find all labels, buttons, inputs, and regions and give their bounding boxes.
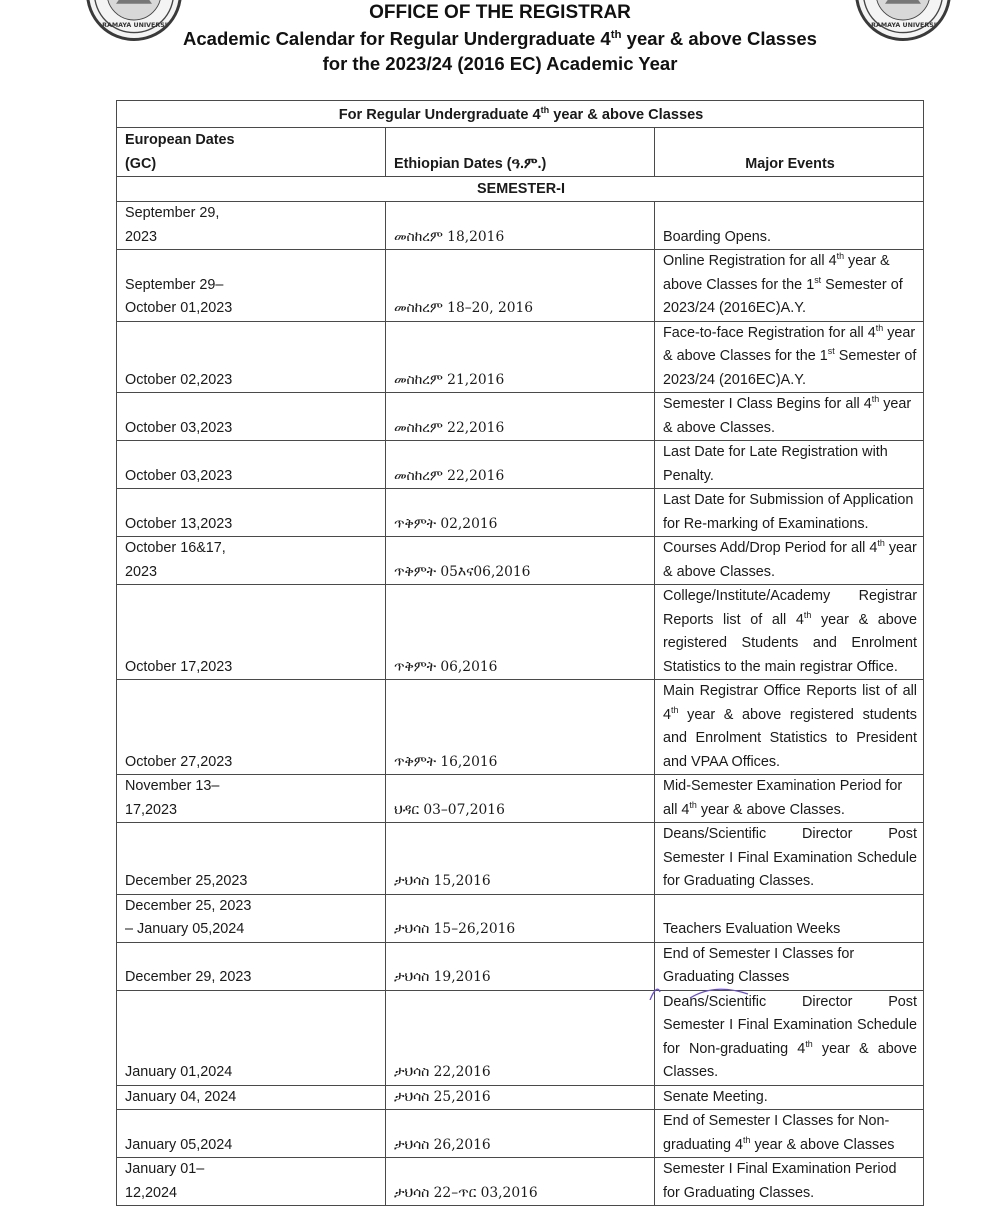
event-cell: Last Date for Late Registration with Penalty. [655,441,924,489]
gc-date-line2: 2023 [125,228,158,245]
column-header-gc-line1: European Dates [125,132,235,148]
ec-date-cell: መስከረም 22,2016 [386,393,655,441]
academic-year-title: for the 2023/24 (2016 EC) Academic Year [322,53,678,74]
gc-date-cell [117,823,386,895]
gc-date-cell [117,1085,386,1110]
gc-date-line2: December 29, 2023 [125,969,252,985]
gc-date-line1: November 13– [125,778,220,794]
table-row [117,894,924,942]
table-row [117,990,924,1085]
semester-label: SEMESTER-I [117,177,924,202]
table-row [117,585,924,680]
table-row [117,1085,924,1110]
ec-date-cell: ታህሳስ 15–26,2016 [386,894,655,942]
office-title: OFFICE OF THE REGISTRAR [369,2,631,23]
gc-date-line1: December 25, 2023 [125,897,252,914]
gc-date-cell [117,1110,386,1158]
seal-text-left: HARAMAYA UNIVERSITY [92,22,176,30]
ec-date-cell: መስከረም 21,2016 [386,321,655,393]
event-cell: Courses Add/Drop Period for all 4th year & above Classes. [655,537,924,585]
gc-date-line2: October 01,2023 [125,300,233,316]
ec-date-cell: ታህሳስ 19,2016 [386,942,655,990]
table-row [117,942,924,990]
seal-text-right: HARAMAYA UNIVERSITY [861,22,945,30]
gc-date-line1: January 01– [125,1161,205,1177]
ec-date-cell: ጥቅምት 06,2016 [386,585,655,680]
event-cell: Main Registrar Office Reports list of all 4th year & above registered students and Enrolment Statistics to President and VPAA Offices. [655,680,924,775]
event-cell: Semester I Final Examination Period for Graduating Classes. [655,1158,924,1206]
event-cell: Semester I Class Begins for all 4th year & above Classes. [655,393,924,441]
event-cell: Teachers Evaluation Weeks [655,894,924,942]
calendar-title-pre: Academic Calendar for Regular Undergraduate 4 [183,28,611,49]
gc-date-line2: 2023 [125,563,158,580]
gc-date-line2: January 05,2024 [125,1136,233,1153]
ec-date-cell: መስከረም 22,2016 [386,441,655,489]
table-title-row [117,101,924,128]
gc-date-line2: 12,2024 [125,1184,178,1201]
column-header-events: Major Events [655,128,924,177]
event-cell: Last Date for Submission of Application for Re-marking of Examinations. [655,489,924,537]
table-row [117,1158,924,1206]
gc-date-line2: October 13,2023 [125,515,233,532]
gc-date-cell [117,537,386,585]
event-cell: Deans/Scientific Director Post Semester I Final Examination Schedule for Non-graduating 4th year & above Classes. [655,990,924,1085]
ec-date-cell: ህዳር 03–07,2016 [386,775,655,823]
table-row [117,823,924,895]
gc-date-cell [117,321,386,393]
event-cell: End of Semester I Classes for Non-graduating 4th year & above Classes [655,1110,924,1158]
signature-mark [630,982,750,1000]
gc-date-cell [117,441,386,489]
gc-date-cell [117,393,386,441]
gc-date-cell [117,775,386,823]
table-row [117,1110,924,1158]
gc-date-line2: January 04, 2024 [125,1088,237,1105]
table-row [117,441,924,489]
ec-date-cell: ጥቅምት 05እና06,2016 [386,537,655,585]
ec-date-cell: ጥቅምት 02,2016 [386,489,655,537]
gc-date-cell [117,585,386,680]
table-row [117,680,924,775]
gc-date-line2: October 02,2023 [125,371,233,388]
table-row [117,321,924,393]
gc-date-line2: January 01,2024 [125,1064,233,1080]
event-cell: Boarding Opens. [655,202,924,250]
calendar-title-sup: th [610,28,622,41]
academic-calendar-table [116,100,924,1206]
column-header-gc [117,128,386,177]
event-cell: Mid-Semester Examination Period for all 4th year & above Classes. [655,775,924,823]
table-row [117,393,924,441]
table-row [117,537,924,585]
column-header-ec: Ethiopian Dates (ዓ.ም.) [386,128,655,177]
gc-date-line2: – January 05,2024 [125,921,245,937]
gc-date-cell [117,202,386,250]
semester-row [117,177,924,202]
gc-date-line2: 17,2023 [125,801,178,818]
ec-date-cell: ታህሳስ 22–ጥር 03,2016 [386,1158,655,1206]
event-cell: End of Semester I Classes for Graduating Classes [655,942,924,990]
table-title-sup: th [540,104,550,115]
ec-date-cell: መስከረም 18–20, 2016 [386,250,655,322]
table-row [117,775,924,823]
ec-date-cell: ጥቅምት 16,2016 [386,680,655,775]
gc-date-line2: October 03,2023 [125,419,233,436]
calendar-title-post: year & above Classes [621,28,817,49]
ec-date-cell: መስከረም 18,2016 [386,202,655,250]
event-cell: Online Registration for all 4th year & above Classes for the 1st Semester of 2023/24 (2016EC)A.Y. [655,250,924,322]
gc-date-line2: October 17,2023 [125,658,233,675]
event-cell: Face-to-face Registration for all 4th year & above Classes for the 1st Semester of 2023/24 (2016EC)A.Y. [655,321,924,393]
table-title-pre: For Regular Undergraduate 4 [338,106,541,123]
event-cell: Senate Meeting. [655,1085,924,1110]
gc-date-line2: October 03,2023 [125,467,233,484]
gc-date-cell [117,942,386,990]
gc-date-line2: October 27,2023 [125,753,233,770]
table-row [117,202,924,250]
table-header-row [117,128,924,177]
table-row [117,489,924,537]
ec-date-cell: ታህሳስ 25,2016 [386,1085,655,1110]
gc-date-line2: December 25,2023 [125,873,248,889]
table-row [117,250,924,322]
gc-date-cell [117,1158,386,1206]
gc-date-cell [117,894,386,942]
gc-date-line1: September 29, [125,205,220,221]
gc-date-cell [117,680,386,775]
calendar-title [0,28,1000,50]
ec-date-cell: ታህሳስ 22,2016 [386,990,655,1085]
table-title [117,101,924,128]
column-header-gc-line2: (GC) [125,155,157,172]
gc-date-cell [117,250,386,322]
gc-date-cell [117,990,386,1085]
gc-date-line1: September 29– [125,276,224,293]
ec-date-cell: ታህሳስ 26,2016 [386,1110,655,1158]
event-cell: College/Institute/Academy Registrar Reports list of all 4th year & above registered Students and Enrolment Statistics to the main registrar Office. [655,585,924,680]
table-title-post: year & above Classes [549,106,704,123]
ec-date-cell: ታህሳስ 15,2016 [386,823,655,895]
gc-date-cell [117,489,386,537]
gc-date-line1: October 16&17, [125,540,226,556]
event-cell: Deans/Scientific Director Post Semester I Final Examination Schedule for Graduating Classes. [655,823,924,895]
